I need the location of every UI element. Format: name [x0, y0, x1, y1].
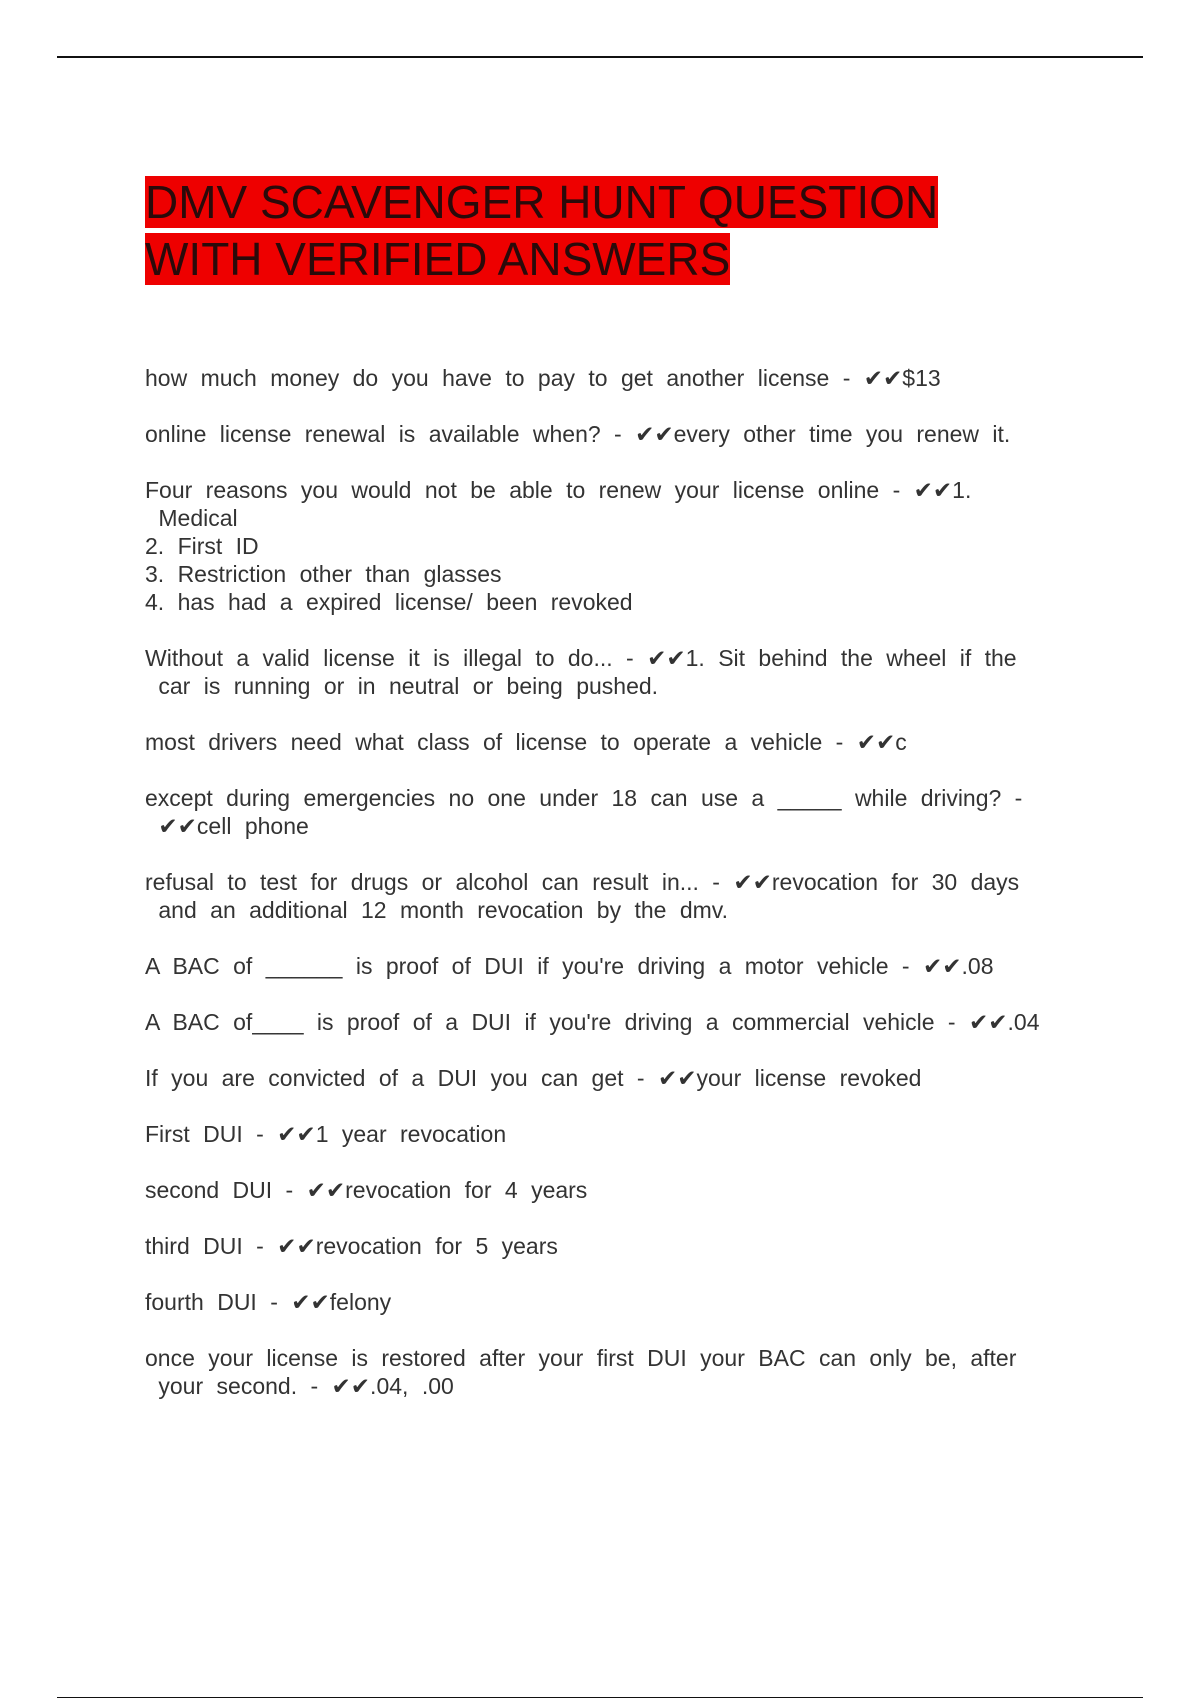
footer-rule — [57, 1697, 1143, 1698]
qa-item: Four reasons you would not be able to renew your license online - ✔✔1. Medical 2. First ID 3. Restriction other than glasses 4. has had a expired license/ been revoked — [145, 477, 972, 615]
qa-item: Without a valid license it is illegal to do... - ✔✔1. Sit behind the wheel if the car is running or in neutral or being pushed. — [145, 645, 1017, 699]
qa-item: online license renewal is available when? - ✔✔every other time you renew it. — [145, 421, 1011, 447]
qa-item: once your license is restored after your first DUI your BAC can only be, after your second. - ✔✔.04, .00 — [145, 1345, 1017, 1399]
page-title — [145, 174, 1145, 288]
title-line-2: WITH VERIFIED ANSWERS — [145, 233, 731, 285]
question-answer-list — [145, 364, 1085, 1428]
qa-item: except during emergencies no one under 18 can use a _____ while driving? - ✔✔cell phone — [145, 785, 1023, 839]
qa-item: First DUI - ✔✔1 year revocation — [145, 1121, 507, 1147]
qa-item: fourth DUI - ✔✔felony — [145, 1289, 392, 1315]
qa-item: how much money do you have to pay to get another license - ✔✔$13 — [145, 365, 941, 391]
qa-item: A BAC of____ is proof of a DUI if you're driving a commercial vehicle - ✔✔.04 — [145, 1009, 1040, 1035]
qa-item: refusal to test for drugs or alcohol can result in... - ✔✔revocation for 30 days and an additional 12 month revocation by the dmv. — [145, 869, 1020, 923]
qa-item: most drivers need what class of license to operate a vehicle - ✔✔c — [145, 729, 907, 755]
qa-item: If you are convicted of a DUI you can get - ✔✔your license revoked — [145, 1065, 922, 1091]
qa-item: second DUI - ✔✔revocation for 4 years — [145, 1177, 588, 1203]
qa-item: third DUI - ✔✔revocation for 5 years — [145, 1233, 558, 1259]
title-line-1: DMV SCAVENGER HUNT QUESTION — [145, 176, 939, 228]
header-rule — [57, 56, 1143, 58]
qa-item: A BAC of ______ is proof of DUI if you're driving a motor vehicle - ✔✔.08 — [145, 953, 994, 979]
